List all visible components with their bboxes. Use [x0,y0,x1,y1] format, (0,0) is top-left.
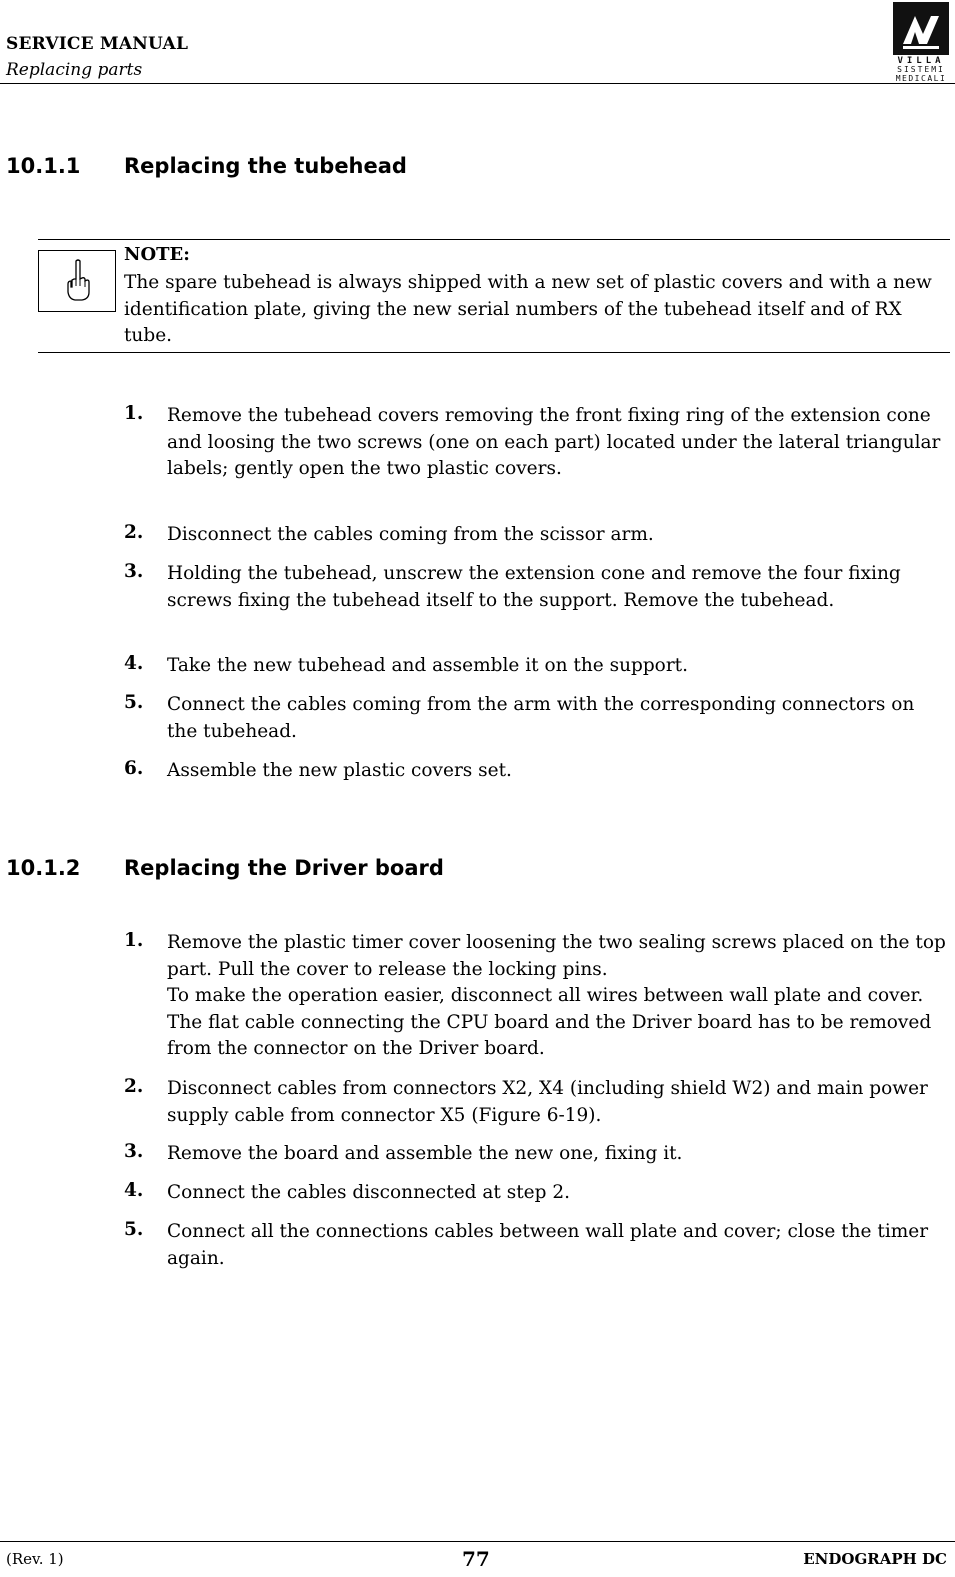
step-text: Connect the cables coming from the arm with the corresponding connectors on the tubehead. [167,694,915,742]
step-number: 4. [124,653,144,674]
step-number: 5. [124,1219,144,1240]
step-text: Holding the tubehead, unscrew the extension cone and remove the four fixing screws fixing the tubehead itself to the support. Remove the tubehead. [167,563,901,611]
note-label: NOTE: [124,244,190,265]
step-text-block [167,930,947,1063]
chapter-subtitle: Replacing parts [6,60,143,80]
section-heading-2 [0,856,955,886]
section-title: Replacing the Driver board [124,856,444,880]
step-number: 1. [124,403,144,424]
step-text-continued: To make the operation easier, disconnect all wires between wall plate and cover. The flat cable connecting the CPU board and the Driver board has to be removed from the connector on the Driver board. [167,985,932,1059]
step-text: Remove the tubehead covers removing the front fixing ring of the extension cone and loosing the two screws (one on each part) located under the lateral triangular labels; gently open the two plastic covers. [167,405,941,479]
section-number: 10.1.2 [6,856,81,880]
step-text: Connect the cables disconnected at step 2. [167,1182,570,1203]
note-bottom-rule [38,352,950,353]
section-number: 10.1.1 [6,154,81,178]
note-top-rule [38,239,950,240]
note-text: The spare tubehead is always shipped with a new set of plastic covers and with a new identification plate, giving the new serial numbers of the tubehead itself and of RX tube. [124,272,932,346]
step-text: Connect all the connections cables between wall plate and cover; close the timer again. [167,1221,929,1269]
villa-logo [893,2,949,82]
step-number: 2. [124,1076,144,1097]
header-divider [0,83,955,84]
page-number: 77 [462,1547,490,1571]
step-number: 3. [124,1141,144,1162]
pointing-hand-icon [65,259,91,303]
step-number: 3. [124,561,144,582]
step-text: Assemble the new plastic covers set. [167,760,512,781]
svg-text:VILLA: VILLA [897,56,945,66]
step-number: 2. [124,522,144,543]
footer-divider [0,1541,955,1542]
step-number: 1. [124,930,144,951]
revision-label: (Rev. 1) [6,1550,64,1568]
step-text: Remove the board and assemble the new one, fixing it. [167,1143,683,1164]
step-text: Remove the plastic timer cover loosening the two sealing screws placed on the top part. Pull the cover to release the locking pins. [167,932,946,980]
section-title: Replacing the tubehead [124,154,407,178]
step-number: 5. [124,692,144,713]
logo-lettering [896,56,947,82]
svg-text:MEDICALI: MEDICALI [895,74,947,82]
section-heading-1 [0,154,955,184]
step-text: Take the new tubehead and assemble it on the support. [167,655,688,676]
step-text: Disconnect the cables coming from the scissor arm. [167,524,654,545]
note-icon-box [38,250,116,312]
step-text: Disconnect cables from connectors X2, X4 (including shield W2) and main power supply cable from connector X5 (Figure 6-19). [167,1078,928,1126]
product-name: ENDOGRAPH DC [803,1550,947,1568]
step-number: 4. [124,1180,144,1201]
svg-text:SISTEMI: SISTEMI [897,65,945,74]
step-number: 6. [124,758,144,779]
manual-title: SERVICE MANUAL [6,34,189,54]
